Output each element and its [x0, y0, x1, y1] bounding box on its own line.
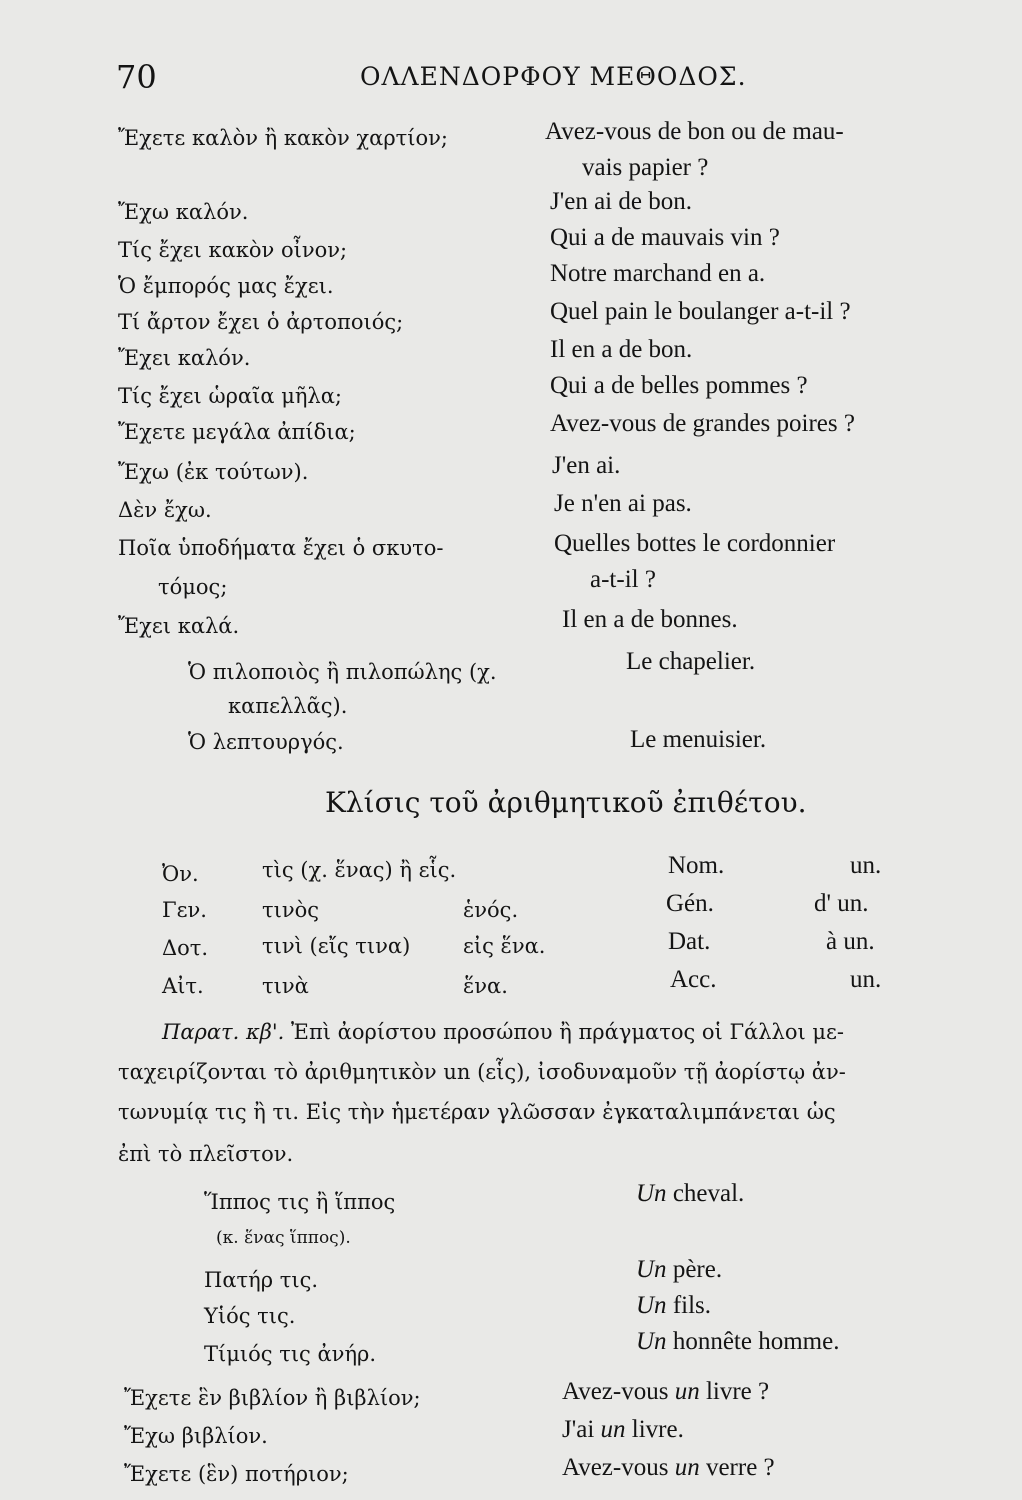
french-line	[562, 1416, 684, 1444]
french-line: Je n'en ai pas.	[554, 490, 692, 517]
greek-line: τόμος;	[158, 575, 228, 599]
case-form-fr: d' un.	[814, 890, 869, 917]
note-line: ταχειρίζονται τὸ ἀριθμητικὸν un (εἷς), ἰσοδυναμοῦν τῇ ἀορίστῳ ἀν-	[118, 1060, 846, 1084]
greek-line: Ὁ λεπτουργός.	[188, 730, 344, 754]
case-form-fr: à un.	[826, 928, 875, 955]
greek-line: Ἔχετε καλὸν ἢ κακὸν χαρτίον;	[118, 126, 449, 150]
example-french-article: Un	[636, 1180, 667, 1207]
french-line	[562, 1378, 769, 1406]
french-line: Quelles bottes le cordonnier	[554, 530, 836, 557]
case-form-fr: un.	[850, 852, 882, 879]
case-form: ἑνός.	[463, 898, 519, 922]
example-greek-sub: (κ. ἕνας ἵππος).	[216, 1228, 351, 1248]
french-line: Quel pain le boulanger a-t-il ?	[550, 298, 851, 325]
case-label: Γεν.	[162, 898, 207, 922]
french-article: un	[600, 1416, 626, 1443]
example-french-article: Un	[636, 1292, 667, 1319]
french-line: Il en a de bon.	[550, 336, 693, 363]
french-article: un	[674, 1378, 700, 1405]
french-line: Le menuisier.	[630, 726, 767, 753]
greek-line: Ποῖα ὑποδήματα ἔχει ὁ σκυτο-	[118, 536, 444, 560]
french-line: Le chapelier.	[626, 648, 756, 675]
example-french-word: père.	[666, 1256, 723, 1283]
greek-line: Ἔχω (ἐκ τούτων).	[118, 460, 309, 484]
greek-line: Ἔχει καλά.	[118, 614, 240, 638]
case-label: Ὀν.	[162, 862, 199, 886]
case-form: ἕνα.	[463, 974, 508, 998]
example-greek: Τίμιός τις ἀνήρ.	[204, 1342, 377, 1366]
greek-line: Τίς ἔχει κακὸν οἶνον;	[118, 238, 348, 262]
case-label-fr: Gén.	[666, 890, 714, 917]
greek-line: Ὁ ἔμπορός μας ἔχει.	[118, 274, 334, 298]
example-french	[636, 1180, 744, 1208]
example-french-word: cheval.	[666, 1180, 745, 1207]
page-number: 70	[116, 58, 157, 96]
example-greek: Ἵππος τις ἢ ἵππος	[204, 1190, 396, 1214]
french-line: Il en a de bonnes.	[562, 606, 738, 633]
case-label-fr: Acc.	[670, 966, 717, 993]
french-line: vais papier ?	[582, 154, 709, 181]
note-line: ἐπὶ τὸ πλεῖστον.	[118, 1142, 294, 1166]
note-text: Ἐπὶ ἀορίστου προσώπου ἢ πράγματος οἱ Γάλλοι με-	[284, 1020, 844, 1044]
note-label: Παρατ. κβ'.	[162, 1020, 285, 1044]
greek-line: Ἔχετε (ἓν) ποτήριον;	[124, 1462, 349, 1486]
french-line: J'en ai de bon.	[550, 188, 692, 215]
french-text: livre.	[625, 1416, 684, 1443]
case-form: εἰς ἕνα.	[463, 934, 546, 958]
greek-line: Ἔχω καλόν.	[118, 200, 249, 224]
french-line: Notre marchand en a.	[550, 260, 766, 287]
example-french-article: Un	[636, 1328, 667, 1355]
example-french	[636, 1256, 722, 1284]
french-text: J'ai	[562, 1416, 601, 1443]
note-line	[162, 1020, 844, 1044]
example-french	[636, 1328, 839, 1356]
french-text: Avez-vous	[562, 1454, 675, 1481]
example-french-article: Un	[636, 1256, 667, 1283]
french-line: Avez-vous de grandes poires ?	[550, 410, 855, 437]
running-title: ΟΛΛΕΝΔΟΡΦΟΥ ΜΕΘΟΔΟΣ.	[360, 62, 747, 91]
case-form: τινὸς	[262, 898, 320, 922]
case-form: τινὶ (εἴς τινα)	[262, 934, 411, 958]
greek-line: Ἔχει καλόν.	[118, 346, 251, 370]
example-french-word: fils.	[666, 1292, 712, 1319]
greek-line: Ἔχετε ἓν βιβλίον ἢ βιβλίον;	[124, 1386, 421, 1410]
case-label-fr: Dat.	[668, 928, 711, 955]
greek-line: Τί ἄρτον ἔχει ὁ ἀρτοποιός;	[118, 310, 404, 334]
note-line: τωνυμίᾳ τις ἢ τι. Εἰς τὴν ἡμετέραν γλῶσσαν ἐγκαταλιμπάνεται ὡς	[118, 1100, 836, 1124]
greek-line: Ἔχετε μεγάλα ἀπίδια;	[118, 420, 356, 444]
french-line: J'en ai.	[552, 452, 621, 479]
french-article: un	[674, 1454, 700, 1481]
french-line: Qui a de belles pommes ?	[550, 372, 808, 399]
french-line: a-t-il ?	[590, 566, 656, 593]
example-french	[636, 1292, 711, 1320]
greek-line: Ὁ πιλοποιὸς ἢ πιλοπώλης (χ.	[188, 660, 497, 684]
french-line: Avez-vous de bon ou de mau-	[545, 118, 844, 145]
french-text: verre ?	[699, 1454, 775, 1481]
greek-line: Ἔχω βιβλίον.	[124, 1424, 268, 1448]
french-text: livre ?	[699, 1378, 770, 1405]
french-line: Qui a de mauvais vin ?	[550, 224, 780, 251]
greek-line: Δὲν ἔχω.	[118, 498, 212, 522]
case-label: Δοτ.	[162, 936, 209, 960]
greek-line: Τίς ἔχει ὡραῖα μῆλα;	[118, 384, 342, 408]
example-french-word: honnête homme.	[666, 1328, 840, 1355]
french-text: Avez-vous	[562, 1378, 675, 1405]
case-form: τὶς (χ. ἕνας) ἢ εἷς.	[262, 858, 457, 882]
greek-line: καπελλᾶς).	[228, 694, 348, 718]
case-label-fr: Nom.	[668, 852, 725, 879]
case-form-fr: un.	[850, 966, 882, 993]
case-form: τινὰ	[262, 974, 309, 998]
section-heading: Κλίσις τοῦ ἀριθμητικοῦ ἐπιθέτου.	[325, 786, 807, 819]
french-line	[562, 1454, 775, 1482]
case-label: Αἰτ.	[162, 974, 204, 998]
example-greek: Υἱός τις.	[204, 1304, 296, 1328]
example-greek: Πατήρ τις.	[204, 1268, 319, 1292]
